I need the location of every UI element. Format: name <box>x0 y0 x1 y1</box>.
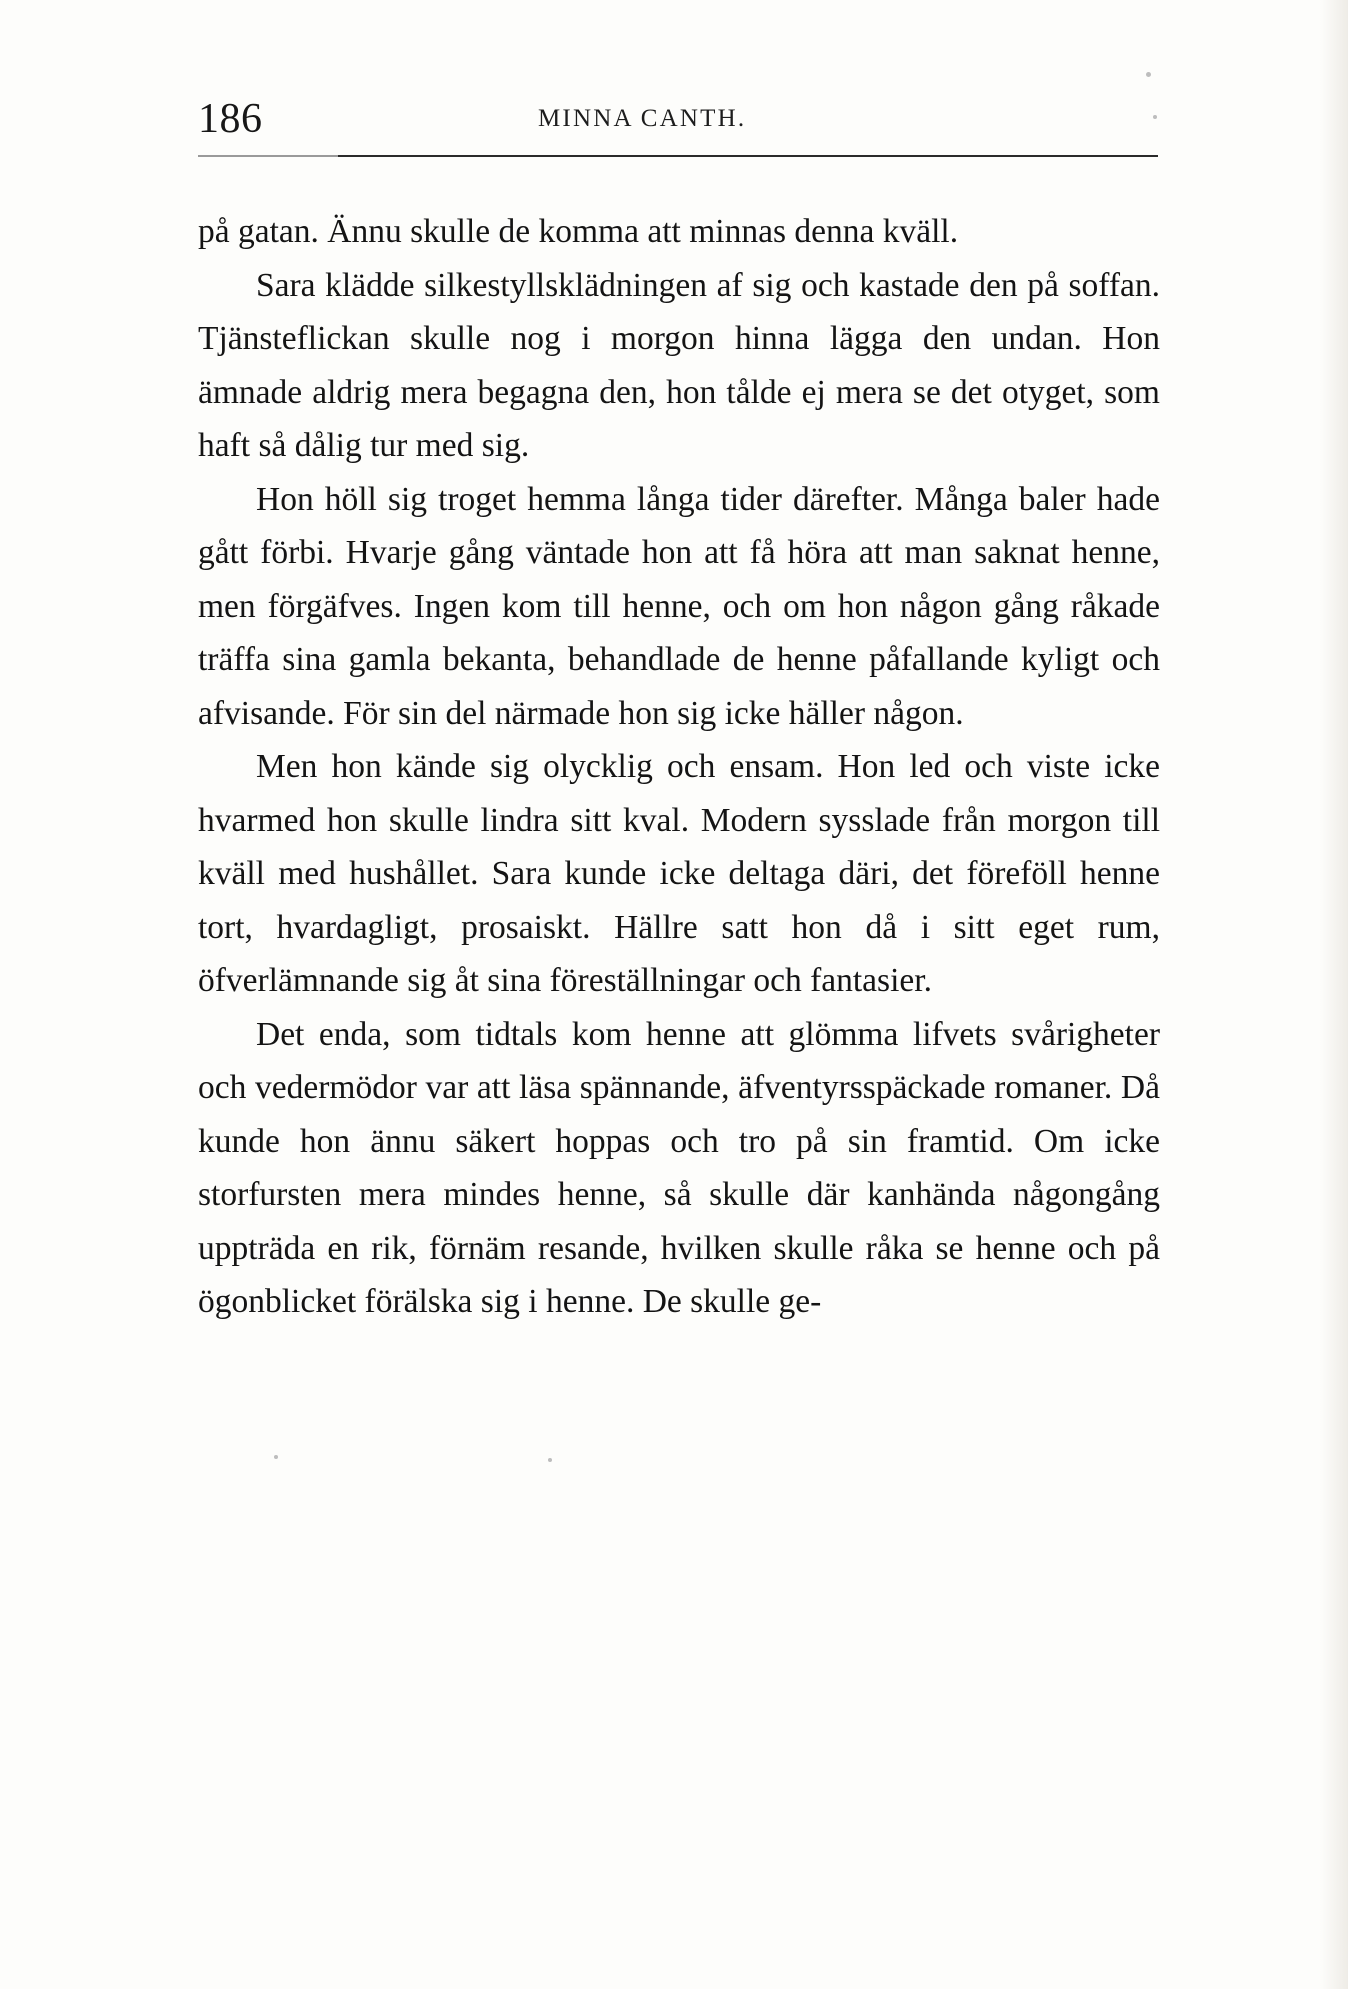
paragraph: Men hon kände sig olycklig och ensam. Hon led och viste icke hvarmed hon skulle lindra sitt kval. Modern sysslade från morgon till kväll med hushållet. Sara kunde icke deltaga däri, det föreföll henne tort, hvardagligt, prosaiskt. Hällre satt hon då i sitt eget rum, öfverlämnande sig åt sina föreställningar och fantasier. <box>198 748 1160 999</box>
paragraph: på gatan. Ännu skulle de komma att minnas denna kväll. <box>198 213 959 250</box>
page-header <box>198 95 1158 147</box>
page-speck <box>1153 115 1157 119</box>
header-rule <box>198 155 1158 157</box>
paragraph: Hon höll sig troget hemma långa tider därefter. Många baler hade gått förbi. Hvarje gång väntade hon att få höra att man saknat henne, men förgäfves. Ingen kom till henne, och om hon någon gång råkade träffa sina gamla bekanta, behandlade de henne påfallande kyligt och afvisande. För sin del närmade hon sig icke häller någon. <box>198 480 1160 732</box>
paragraph: Sara klädde silkestyllsklädningen af sig och kastade den på soffan. Tjänsteflickan skulle nog i morgon hinna lägga den undan. Hon ämnade aldrig mera begagna den, hon tålde ej mera se det otyget, som haft så dålig tur med sig. <box>198 266 1160 464</box>
page-speck <box>548 1458 552 1462</box>
page-speck <box>1146 72 1151 77</box>
page-edge-shading <box>1320 0 1348 1989</box>
page-number: 186 <box>198 96 263 142</box>
header-rule-faded-segment <box>198 155 338 157</box>
body-text <box>198 205 1160 1329</box>
running-head: MINNA CANTH. <box>538 105 747 132</box>
paragraph: Det enda, som tidtals kom henne att glömma lifvets svårigheter och vedermödor var att läsa spännande, äfventyrsspäckade romaner. Då kunde hon ännu säkert hoppas och tro på sin framtid. Om icke storfursten mera mindes henne, så skulle där kanhända någongång uppträda en rik, förnäm resande, hvilken skulle råka se henne och på ögonblicket förälska sig i henne. De skulle ge- <box>198 1015 1160 1320</box>
page-speck <box>274 1455 278 1459</box>
